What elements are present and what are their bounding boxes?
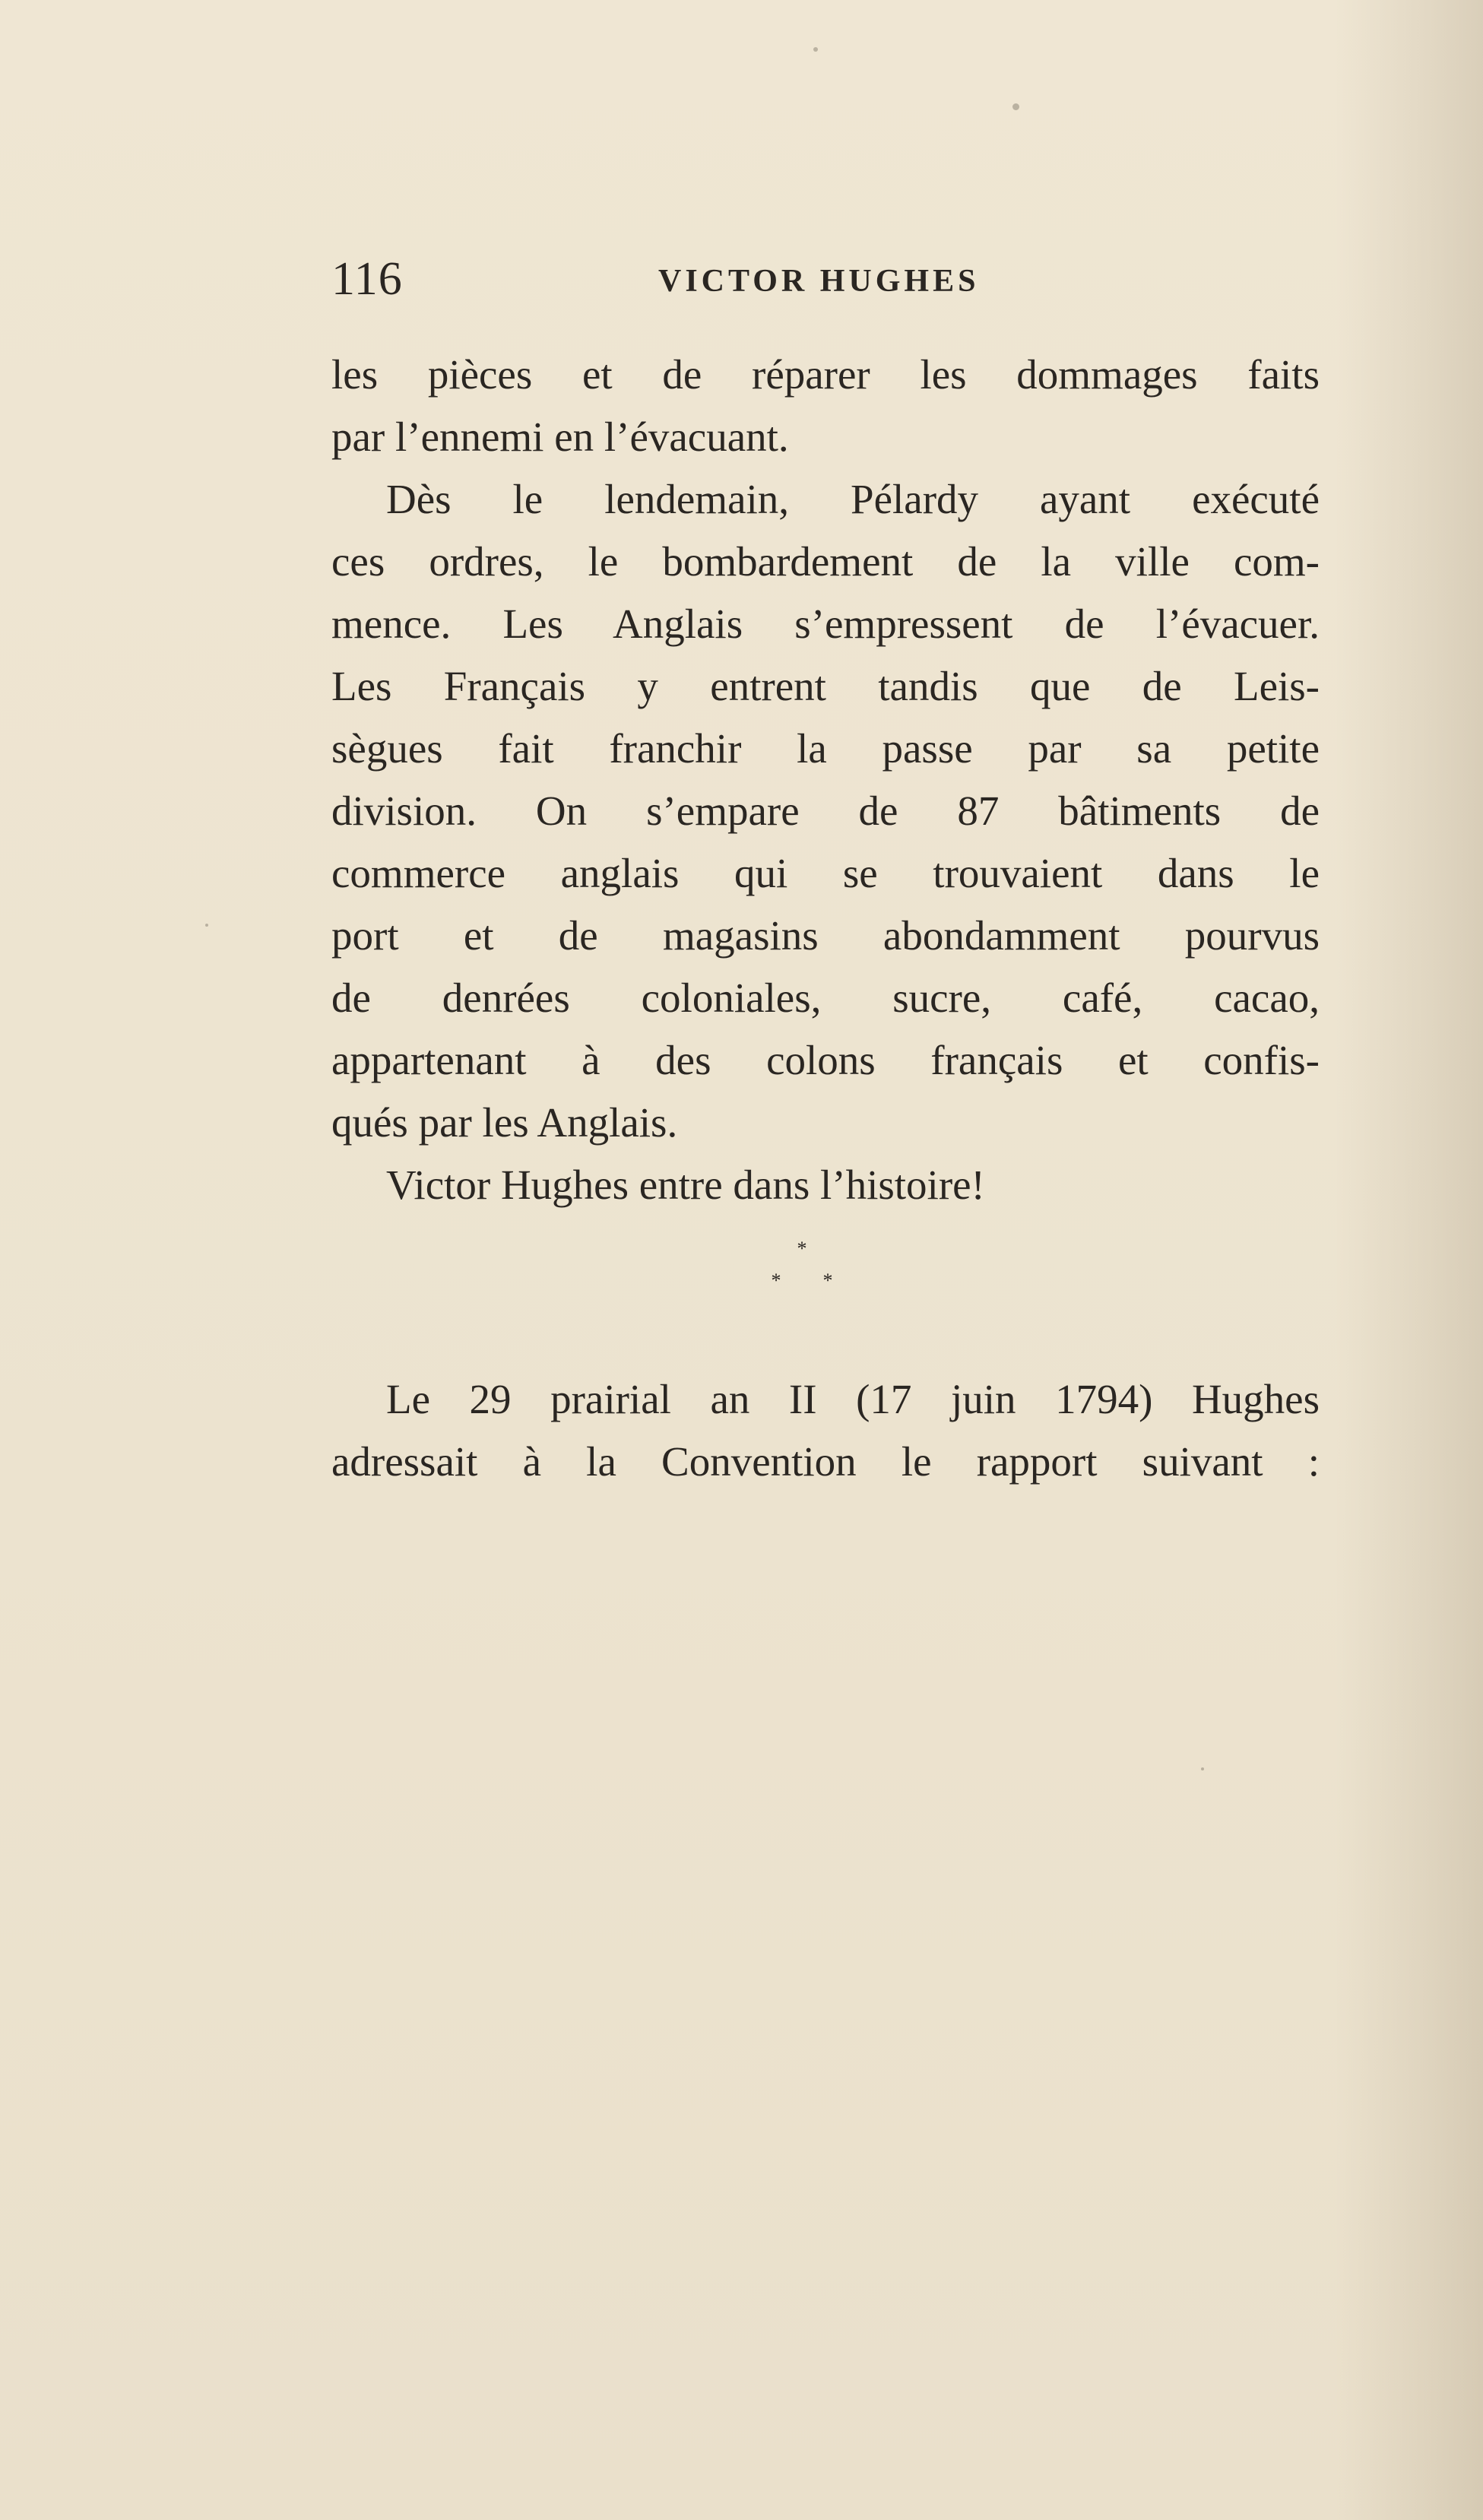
- text-line: commerce anglais qui se trouvaient dans le: [331, 850, 1320, 896]
- star-icon: *: [797, 1238, 807, 1260]
- second-section-text: [331, 1368, 1320, 1493]
- text-line: Dès le lendemain, Pélardy ayant exécuté: [386, 476, 1320, 522]
- text-line: les pièces et de réparer les dommages faits: [331, 351, 1320, 398]
- running-title: VICTOR HUGHES: [658, 264, 980, 299]
- text-line: ces ordres, le bombardement de la ville com-: [331, 538, 1320, 585]
- text-line: adressait à la Convention le rapport suivant :: [331, 1438, 1320, 1485]
- text-line: port et de magasins abondamment pourvus: [331, 912, 1320, 959]
- paper-speck: [1201, 1767, 1204, 1770]
- main-text: [331, 344, 1320, 1216]
- text-line: de denrées coloniales, sucre, café, cacao,: [331, 975, 1320, 1021]
- paper-speck: [205, 924, 208, 927]
- star-icon: *: [822, 1270, 833, 1292]
- asterism: [768, 1238, 836, 1301]
- text-line: division. On s’empare de 87 bâtiments de: [331, 788, 1320, 834]
- running-head: [331, 252, 1005, 306]
- text-line: Victor Hughes entre dans l’histoire!: [386, 1162, 985, 1208]
- text-line: Le 29 prairial an II (17 juin 1794) Hughes: [386, 1376, 1320, 1422]
- page-number: 116: [331, 253, 403, 305]
- text-line: qués par les Anglais.: [331, 1099, 678, 1146]
- star-icon: *: [771, 1270, 781, 1292]
- text-line: par l’ennemi en l’évacuant.: [331, 414, 789, 460]
- text-line: Les Français y entrent tandis que de Leis-: [331, 663, 1320, 709]
- text-line: mence. Les Anglais s’empressent de l’évacuer.: [331, 601, 1320, 647]
- text-line: appartenant à des colons français et confis-: [331, 1037, 1320, 1083]
- paper-speck: [1012, 103, 1019, 110]
- text-line: sègues fait franchir la passe par sa petite: [331, 725, 1320, 772]
- paper-speck: [813, 47, 818, 52]
